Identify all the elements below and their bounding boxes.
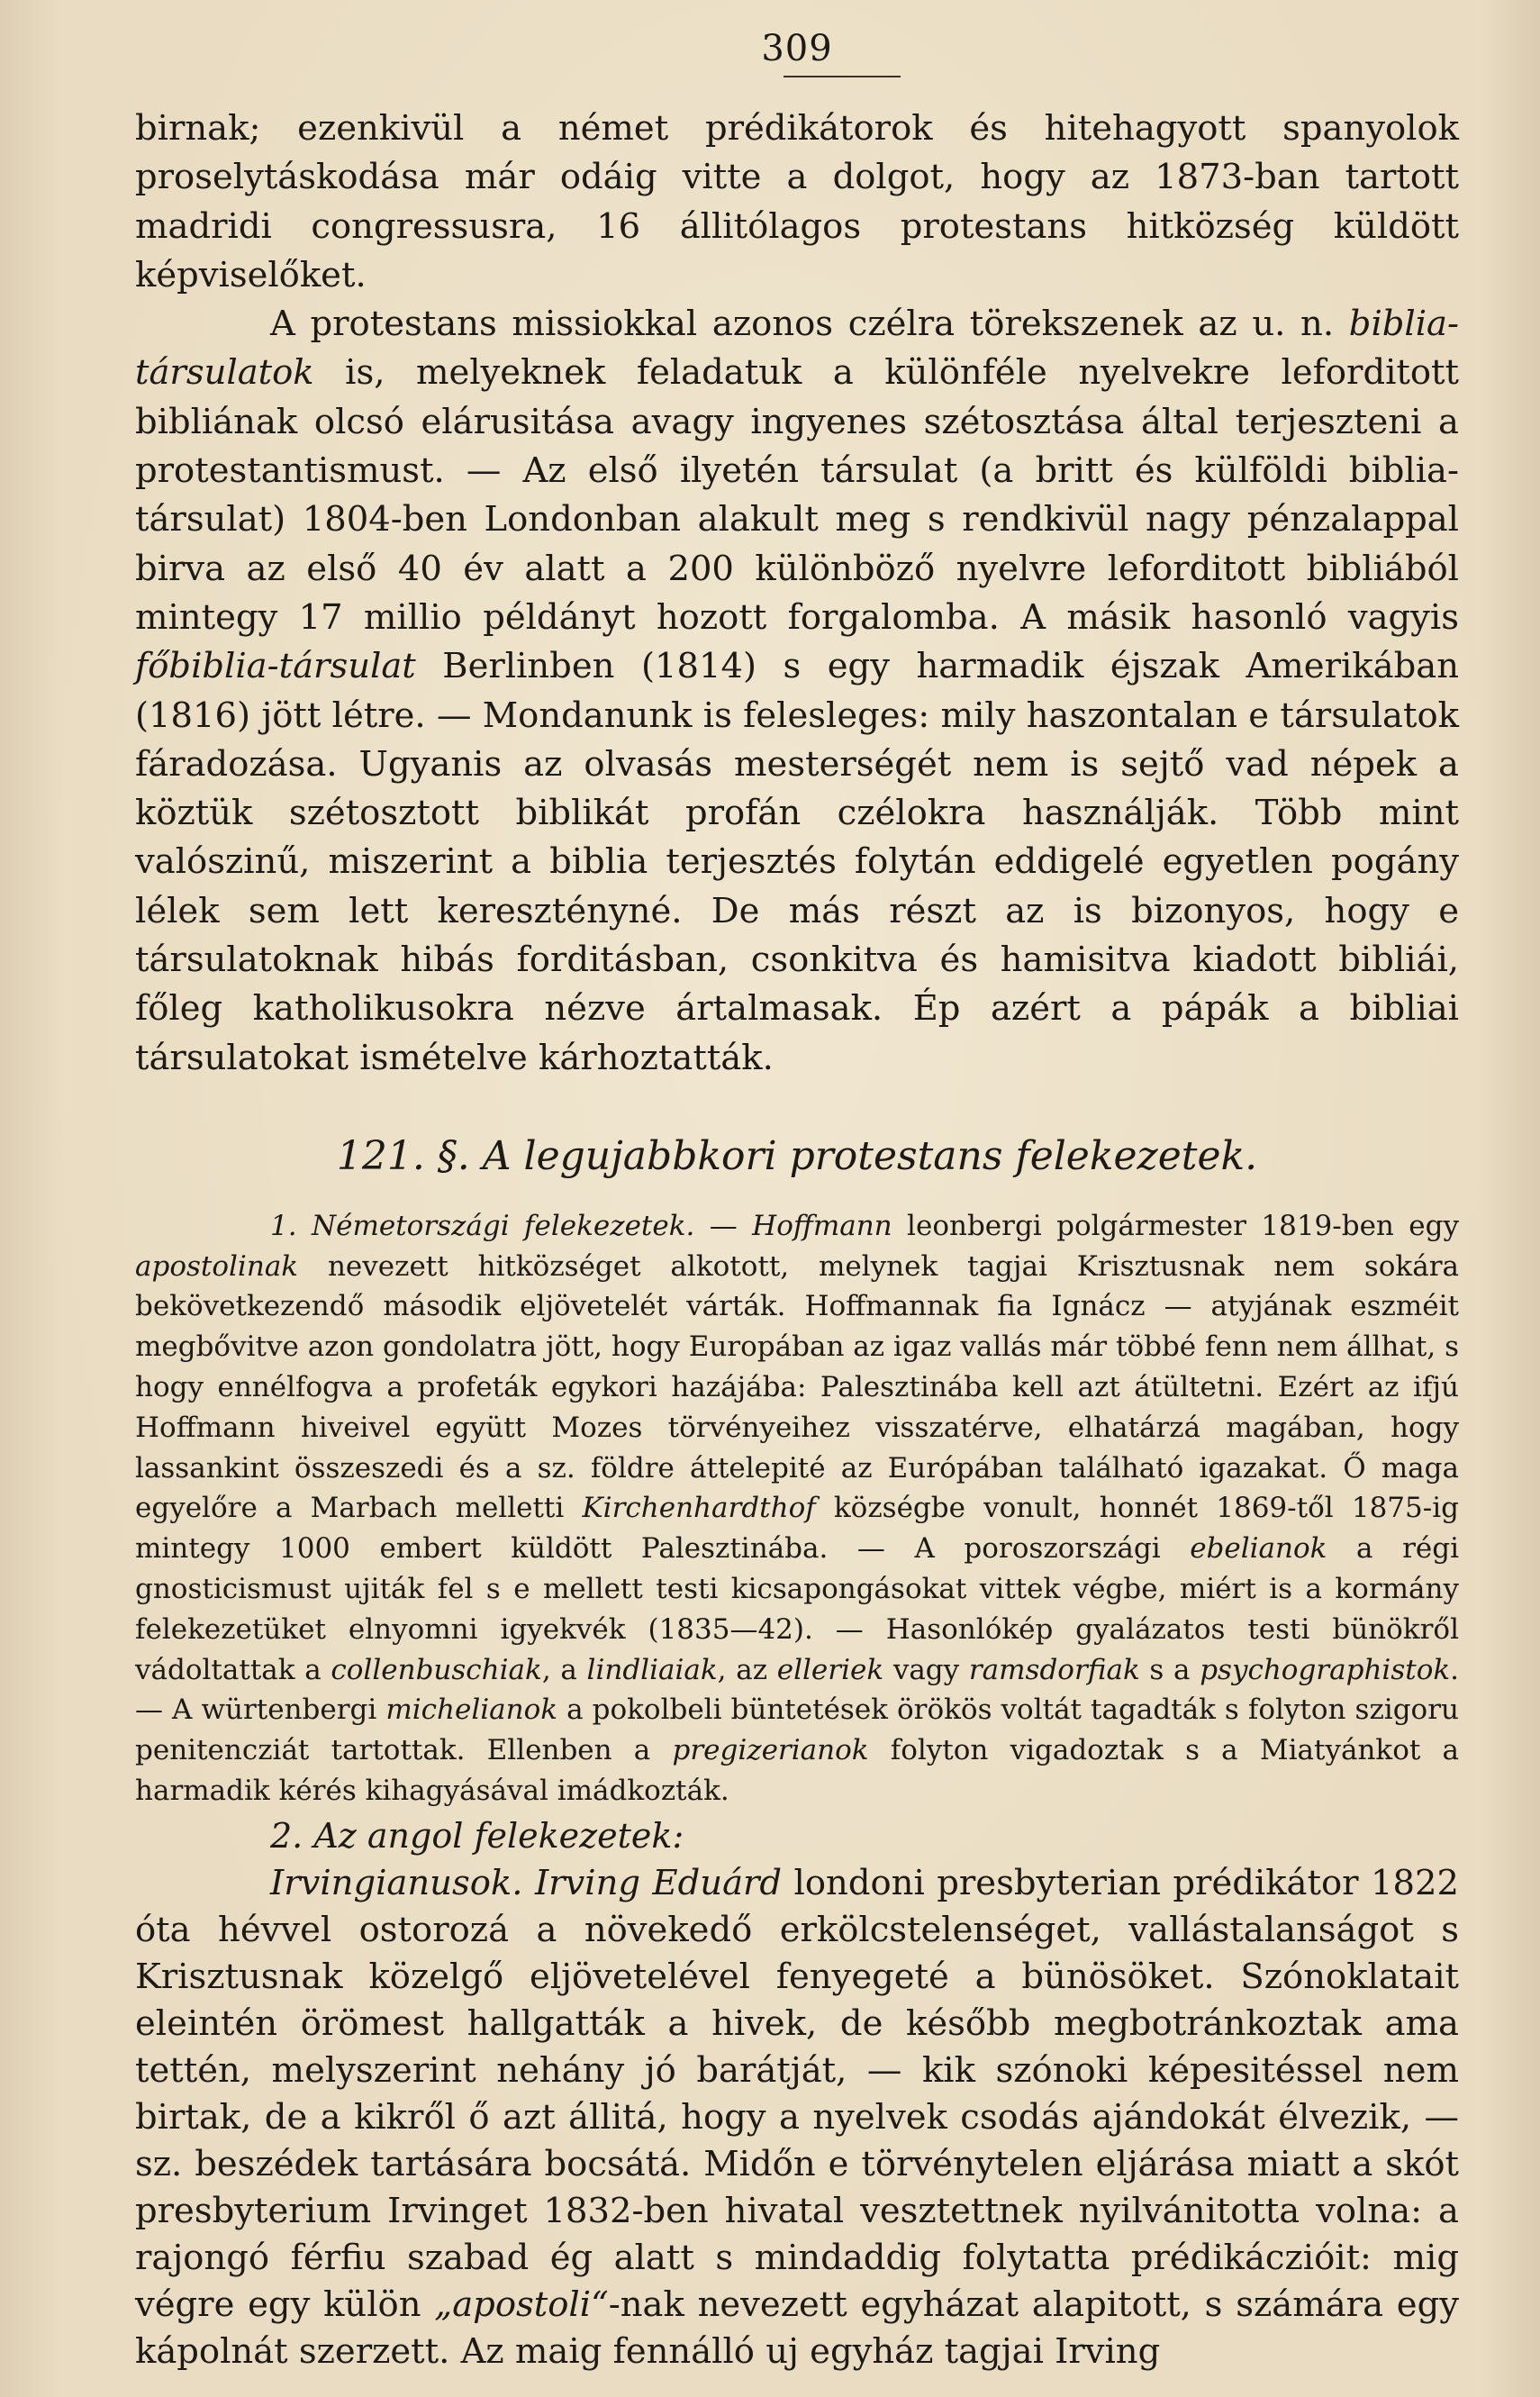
small-text-6: , az [717, 1653, 777, 1686]
small-heading: 1. Németországi felekezetek. [270, 1209, 695, 1242]
small-italic-6: lindliaiak [586, 1653, 718, 1686]
small-text-11: folyton vigadoztak s a Miatyánkot a harmadik kérés kihagyásával imádkozták. [135, 1734, 1459, 1807]
small-italic-5: collenbuschiak [331, 1653, 542, 1686]
subheading-english-sects: 2. Az angol felekezetek: [270, 1815, 684, 1856]
small-text-5: , a [541, 1653, 587, 1686]
small-italic-3: Kirchenhardthof [582, 1492, 816, 1525]
small-text-7: vagy [883, 1653, 969, 1686]
small-text-3: községbe vonult, honnét 1869-től 1875-ig mintegy 1000 embert küldött Palesztinába. — A poroszországi [135, 1492, 1459, 1566]
paragraph-3-italic-2: „apostoli“ [434, 2284, 609, 2325]
paragraph-2-text-3: Berlinben (1814) s egy harmadik éjszak Amerikában (1816) jött létre. — Mondanunk is felesleges: mily haszontalan e társulatok fáradozása. Ugyanis az olvasás mesterségét nem is sejtő vad népek a köztük szétosztott biblikát profán czélokra használják. Több mint valószinű, miszerint a biblia terjesztés folytán eddigelé egyetlen pogány lélek sem lett keresztényné. De más részt az is bizonyos, hogy e társulatoknak hibás forditásban, csonkitva és hamisitva kiadott bibliái, főleg katholikusokra nézve ártalmasak. Ép azért a pápák a bibliai társulatokat ismételve kárhoztatták. [135, 646, 1459, 1078]
small-italic-11: pregizerianok [672, 1734, 869, 1767]
section-title: 121. §. A legujabbkori protestans felekezetek. [336, 1132, 1258, 1179]
small-italic-1: Hoffmann [752, 1209, 892, 1242]
small-text-0: — [694, 1209, 753, 1242]
paragraph-2-italic-2: főbiblia-társulat [135, 646, 416, 687]
small-text-4: a régi gnosticismust ujiták fel s e mellett testi kicsapongásokat vittek végbe, miért is a kormány felekezetüket elnyomni igyekvék (1835—42). — Hasonlókép gyalázatos testi bünökről vádoltattak a [135, 1532, 1459, 1686]
paragraph-3-text-1: londoni presbyterian prédikátor 1822 óta hévvel ostorozá a növekedő erkölcstelenséget, vallástalanságot s Krisztusnak közelgő eljövetelével fenyegeté a bünösöket. Szónoklatait eleintén örömest hallgatták a hivek, de később megbotránkoztak ama tettén, melyszerint nehány jó barátját, — kik szónoki képesitéssel nem birtak, de a kikről ő azt állitá, hogy a nyelvek csodás ajándokát élvezik, — sz. beszédek tartására bocsátá. Midőn e törvénytelen eljárása miatt a skót presbyterium Irvinget 1832-ben hivatal vesztettnek nyilvánitotta volna: a rajongó férfiu szabad ég alatt s mindaddig folytatta prédikáczióit: mig végre egy külön [135, 1862, 1459, 2325]
small-text-2: nevezett hitközséget alkotott, melynek tagjai Krisztusnak nem sokára bekövetkezendő második eljövetelét várták. Hoffmannak fia Ignácz — atyjának eszméit megbővitve azon gondolatra jött, hogy Europában az igaz vallás már többé fenn nem állhat, s hogy ennélfogva a profeták egykori hazájába: Palesztinába kell azt átültetni. Ezért az ifjú Hoffmann hiveivel együtt Mozes törvényeihez visszatérve, elhatárzá magában, hogy lassankint összeszedi és a sz. földre áttelepité az Európában található igazakat. Ő maga egyelőre a Marbach melletti [135, 1249, 1459, 1525]
paragraph-2-text-2: is, melyeknek feladatuk a különféle nyelvekre leforditott bibliának olcsó elárusitása avagy ingyenes szétosztása által terjeszteni a protestantismust. — Az első ilyetén társulat (a britt és külföldi biblia-társulat) 1804-ben Londonban alakult meg s rendkivül nagy pénzalappal birva az első 40 év alatt a 200 különböző nyelvre leforditott bibliából mintegy 17 millio példányt hozott forgalomba. A másik hasonló vagyis [135, 352, 1459, 638]
book-page [135, 27, 1459, 2375]
paragraph-2-text-1: A protestans missiokkal azonos czélra törekszenek az u. n. [270, 304, 1349, 345]
small-text-8: s a [1139, 1653, 1200, 1686]
paragraph-2-italic-1: biblia-társulatok [135, 304, 1459, 394]
small-italic-9: psychographistok [1200, 1653, 1451, 1686]
small-italic-4: ebelianok [1190, 1532, 1327, 1566]
paragraph-1: birnak; ezenkivül a német prédikátorok és hitehagyott spanyolok proselytáskodása már odáig vitte a dolgot, hogy az 1873-ban tartott madridi congressusra, 16 állitólagos protestans hitközség küldött képviselőket. [135, 108, 1459, 295]
paragraph-3-italic-1: Irvingianusok. Irving Eduárd [270, 1862, 783, 1903]
small-text-10: a pokolbeli büntetések örökös voltát tagadták s folyton szigoru penitencziát tartottak. Ellenben a [135, 1693, 1459, 1767]
small-italic-10: michelianok [385, 1693, 558, 1727]
small-italic-7: elleriek [776, 1653, 884, 1686]
paragraph-3-text-2: -nak nevezett egyházat alapitott, s számára egy kápolnát szerzett. Az maig fennálló uj egyház tagjai Irving [135, 2284, 1459, 2372]
paragraph-3 [135, 1860, 1459, 2375]
small-text-1: leonbergi polgármester 1819-ben egy [892, 1209, 1459, 1242]
small-paragraph [135, 1206, 1459, 1811]
small-italic-8: ramsdorfiak [968, 1653, 1140, 1686]
paragraph-2 [135, 300, 1459, 1083]
page-number: 309 [761, 28, 833, 69]
small-italic-2: apostolinak [135, 1249, 299, 1283]
small-text-9: . — A würtenbergi [135, 1653, 1460, 1727]
header-rule [784, 76, 901, 77]
